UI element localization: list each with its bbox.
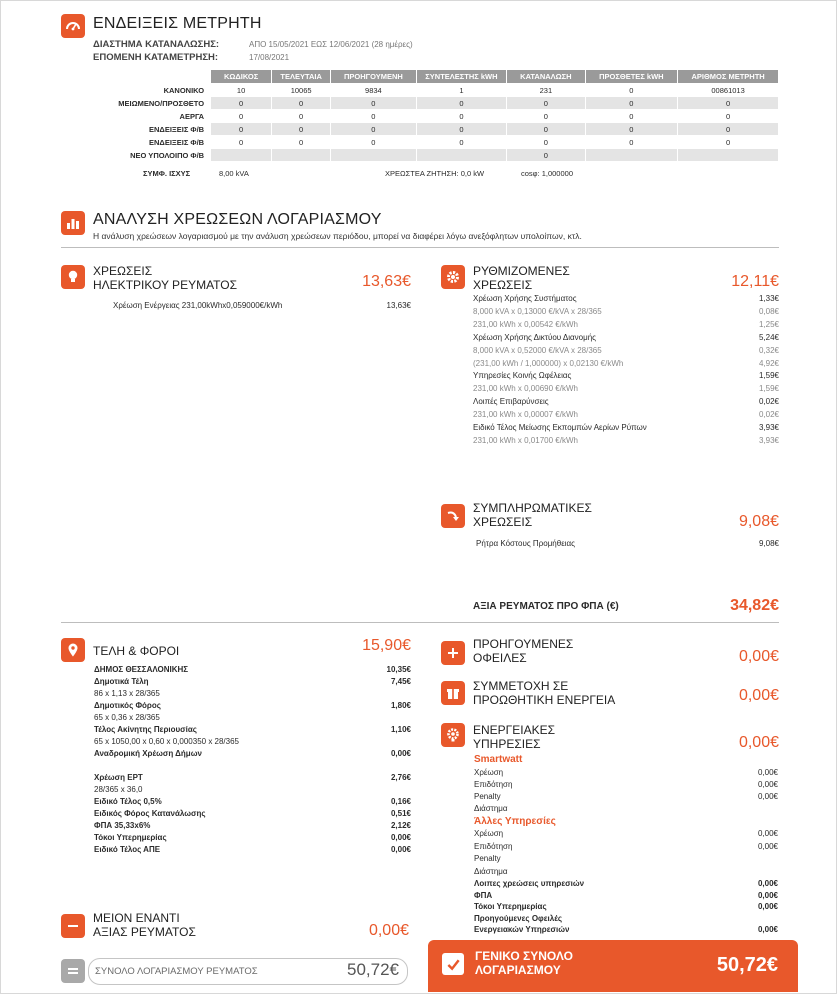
line-item-label: 65 x 1050,00 x 0,60 x 0,000350 x 28/365 [94,737,240,746]
line-item-label: ΦΠΑ [474,890,493,900]
line-item-value: 7,45€ [390,677,411,686]
line-item-label: ΦΠΑ 35,33x6% [94,821,151,830]
period-label: ΔΙΑΣΤΗΜΑ ΚΑΤΑΝΑΛΩΣΗΣ: [93,39,220,50]
line-item [474,914,778,923]
line-item-value: 0,02€ [758,410,779,420]
line-item-label: Χρέωση Χρήσης Συστήματος [473,294,577,303]
line-item-value: 0,00€ [757,780,778,789]
meter-cell: 0 [678,97,778,109]
meter-cell [678,149,778,161]
meter-cell: 0 [586,136,678,148]
line-item [473,294,779,303]
line-item-label: Ειδικό Τέλος Μείωσης Εκπομπών Αερίων Ρύπων [473,423,647,432]
line-item-value: 0,00€ [757,841,778,851]
line-item-label: Ειδικό Τέλος 0,5% [94,797,162,806]
equals-icon [61,959,85,983]
meter-cell: 0 [331,136,415,148]
meter-cell: 9834 [331,84,415,96]
line-item [474,804,778,813]
location-pin-icon [61,638,85,662]
line-item-value: 1,59€ [758,371,779,381]
regulated-title-2: ΧΡΕΩΣΕΙΣ [473,278,533,292]
meter-cell: 0 [586,123,678,135]
line-item [94,821,411,830]
pre-vat-value: 34,82€ [730,597,779,614]
previous-debts-amount: 0,00€ [738,648,779,665]
bar-chart-icon [61,211,85,235]
previous-debts-title-2: ΟΦΕΙΛΕΣ [473,651,527,665]
line-item-value: 0,00€ [757,890,778,900]
line-item [473,333,779,342]
meter-cell: 0 [331,110,415,122]
next-reading-value: 17/08/2021 [249,53,290,62]
line-item-value: 0,32€ [758,345,779,355]
line-item [474,829,778,838]
line-item-label: Αναδρομική Χρέωση Δήμων [94,749,202,758]
line-item-value: 0,00€ [390,749,411,758]
meter-row [92,84,778,96]
line-item-label: Επιδότηση [474,780,513,789]
line-item [94,785,411,794]
meter-cell: 1 [417,84,507,96]
line-item-value: 0,00€ [757,792,778,801]
meter-row [92,123,778,135]
line-item [94,749,411,758]
grand-total-value: 50,72€ [716,954,778,976]
supplementary-title-1: ΣΥΜΠΛΗΡΩΜΑΤΙΚΕΣ [473,501,592,515]
meter-cell: 0 [331,123,415,135]
power-value: 8,00 kVA [219,169,249,178]
line-item-label: Χρέωση ΕΡΤ [94,773,143,782]
line-item-value: 0,00€ [390,845,411,854]
line-item-value: 0,00€ [757,925,778,934]
priority-energy-amount: 0,00€ [738,687,779,704]
line-item-label: Χρέωση Χρήσης Δικτύου Διανομής [473,332,597,342]
taxes-amount: 15,90€ [362,637,411,654]
meter-row [92,136,778,148]
line-item [473,410,779,419]
electric-title-2: ΗΛΕΚΤΡΙΚΟΥ ΡΕΥΜΑΤΟΣ [93,278,238,292]
minus-icon [61,914,85,938]
gauge-icon [61,14,85,38]
line-item [474,780,778,789]
line-item-value: 0,02€ [758,397,779,407]
gear-bulb-icon [441,723,465,747]
line-item [473,384,779,393]
line-item [94,665,411,674]
line-item-label: 231,00 kWh x 0,00690 €/kWh [473,384,578,394]
line-item-value: 1,25€ [758,319,779,329]
line-item [473,359,779,368]
meter-header-cell: ΠΡΟΗΓΟΥΜΕΝΗ [331,70,415,83]
line-item-value: 0,00€ [757,879,778,888]
line-item [474,925,778,934]
line-item-value: 0,00€ [390,833,411,842]
line-item [94,701,411,710]
meter-header-cell: ΣΥΝΤΕΛΕΣΤΗΣ kWH [417,70,507,83]
regulated-title-1: ΡΥΘΜΙΖΟΜΕΝΕΣ [473,264,570,278]
line-item-value: 0,00€ [757,829,778,838]
meter-cell: 231 [507,84,584,96]
previous-debts-title-1: ΠΡΟΗΓΟΥΜΕΝΕΣ [473,637,574,651]
energy-services-title-2: ΥΠΗΡΕΣΙΕΣ [473,737,541,751]
line-item [473,346,779,355]
line-item-label: Τέλος Ακίνητης Περιουσίας [94,725,197,734]
gift-icon [441,681,465,705]
line-item-value: 1,10€ [390,725,411,734]
meter-row-label: ΕΝΔΕΙΞΕΙΣ Φ/Β [149,124,205,134]
line-item-label: 231,00 kWh x 0,00542 €/kWh [473,319,578,329]
meter-row-label: ΕΝΔΕΙΞΕΙΣ Φ/Β [149,137,205,147]
line-item [473,436,779,445]
line-item-value: 0,00€ [757,902,778,911]
other-services-title: Άλλες Υπηρεσίες [474,816,556,827]
supplementary-line: Ρήτρα Κόστους Προμήθειας 9,08€ [476,539,779,548]
meter-cell [331,149,415,161]
meter-cell [586,149,678,161]
meter-header-cell: ΚΩΔΙΚΟΣ [211,70,271,83]
meter-cell: 0 [211,110,271,122]
line-item [474,768,778,777]
meter-cell: 0 [272,110,330,122]
meter-cell: 0 [586,97,678,109]
meter-row-label: ΑΕΡΓΑ [179,111,205,121]
line-item [94,773,411,782]
energy-services-amount: 0,00€ [738,734,779,751]
analysis-title: ΑΝΑΛΥΣΗ ΧΡΕΩΣΕΩΝ ΛΟΓΑΡΙΑΣΜΟΥ [93,211,382,228]
line-item-label: Χρέωση [474,829,504,838]
deduction-amount: 0,00€ [368,922,409,939]
meter-header-cell: ΑΡΙΘΜΟΣ ΜΕΤΡΗΤΗ [678,70,778,83]
meter-cell: 0 [507,123,584,135]
priority-energy-title-1: ΣΥΜΜΕΤΟΧΗ ΣΕ [473,679,569,693]
supplementary-title-2: ΧΡΕΩΣΕΙΣ [473,515,533,529]
line-item-label: Λοιπές Επιβαρύνσεις [473,397,549,407]
meter-cell: 0 [507,110,584,122]
electric-title-1: ΧΡΕΩΣΕΙΣ [93,264,153,278]
line-item-label: Δημοτικός Φόρος [94,701,161,710]
line-item [94,725,411,734]
meter-row-label: ΜΕΙΩΜΕΝΟ/ΠΡΟΣΘΕΤΟ [118,98,205,108]
line-item [473,397,779,406]
priority-energy-title-2: ΠΡΟΩΘΗΤΙΚΗ ΕΝΕΡΓΕΙΑ [473,693,616,707]
line-item-label: (231,00 kWh / 1,000000) x 0,02130 €/kWh [473,358,624,368]
line-item-label: ΔΗΜΟΣ ΘΕΣΣΑΛΟΝΙΚΗΣ [94,665,189,674]
meter-cell: 0 [507,136,584,148]
meter-cell: 0 [417,123,507,135]
line-item [474,902,778,911]
meter-title: ΕΝΔΕΙΞΕΙΣ ΜΕΤΡΗΤΗ [93,15,262,32]
line-item [474,867,778,876]
meter-cell: 0 [678,136,778,148]
line-item-label: Τόκοι Υπερημερίας [474,902,547,911]
lightbulb-icon [61,265,85,289]
line-item [94,809,411,818]
line-item-value: 4,92€ [758,358,779,368]
plus-icon [441,641,465,665]
line-item [474,854,778,863]
line-item-label: 28/365 x 36,0 [94,785,143,794]
meter-cell: 0 [272,123,330,135]
line-item-label: Προηγούμενες Οφειλές [474,913,562,923]
line-item-label: Ειδικός Φόρος Κατανάλωσης [94,809,206,818]
power-label: ΣΥΜΦ. ΙΣΧΥΣ [143,169,191,178]
arrow-icon [441,504,465,528]
line-item-value: 2,76€ [390,773,411,782]
meter-cell [272,149,330,161]
line-item-label: Ειδικό Τέλος ΑΠΕ [94,845,161,854]
line-item [94,737,411,746]
line-item-label: Διάστημα [474,866,508,876]
line-item-label: Penalty [474,792,501,801]
line-item-label: 231,00 kWh x 0,01700 €/kWh [473,435,578,445]
line-item-label: 231,00 kWh x 0,00007 €/kWh [473,410,578,420]
line-item [474,792,778,801]
meter-cell: 0 [272,136,330,148]
energy-services-title-1: ΕΝΕΡΓΕΙΑΚΕΣ [473,723,556,737]
meter-cell: 0 [331,97,415,109]
meter-cell: 00861013 [678,84,778,96]
line-item [94,845,411,854]
line-item-label: Επιδότηση [474,841,513,851]
line-item-label: 65 x 0,36 x 28/365 [94,713,160,722]
subtotal-label: ΣΥΝΟΛΟ ΛΟΓΑΡΙΑΣΜΟΥ ΡΕΥΜΑΤΟΣ [95,966,258,977]
line-item-label: 8,000 kVA x 0,52000 €/kVA x 28/365 [473,345,602,355]
meter-row-label: ΚΑΝΟΝΙΚΟ [163,85,205,95]
line-item [94,713,411,722]
line-item-label: 86 x 1,13 x 28/365 [94,689,160,698]
meter-cell: 0 [678,123,778,135]
line-item [473,307,779,316]
pre-vat-label: ΑΞΙΑ ΡΕΥΜΑΤΟΣ ΠΡΟ ΦΠΑ (€) [473,601,619,612]
cos-text: cosφ: 1,000000 [521,169,573,178]
line-item [94,797,411,806]
meter-cell: 0 [417,97,507,109]
grand-total-title-2: ΛΟΓΑΡΙΑΣΜΟΥ [475,963,561,977]
subtotal-value: 50,72€ [347,960,399,979]
meter-cell: 0 [507,97,584,109]
meter-cell: 0 [417,110,507,122]
line-item-value: 5,24€ [758,332,779,342]
line-item-label: Λοιπες χρεώσεις υπηρεσιών [474,879,585,888]
electric-line: Χρέωση Ενέργειας 231,00kWhx0,059000€/kWh 13,63€ [113,301,411,310]
line-item [474,891,778,900]
grand-total-title-1: ΓΕΝΙΚΟ ΣΥΝΟΛΟ [475,949,573,963]
meter-cell: 0 [211,123,271,135]
demand-text: ΧΡΕΩΣΤΕΑ ΖΗΤΗΣΗ: 0,0 kW [385,169,485,178]
meter-cell: 0 [417,136,507,148]
meter-cell: 0 [211,136,271,148]
meter-row [92,110,778,122]
line-item [94,833,411,842]
line-item-label: Penalty [474,854,501,863]
line-item-label: Δημοτικά Τέλη [94,677,149,686]
line-item-value: 0,51€ [390,809,411,818]
line-item-label: Διάστημα [474,804,508,813]
line-item-label: Τόκοι Υπερημερίας [94,833,167,842]
line-item [473,371,779,380]
line-item-label: 8,000 kVA x 0,13000 €/kVA x 28/365 [473,306,602,316]
line-item [474,842,778,851]
line-item-value: 3,93€ [758,435,779,445]
supplementary-amount: 9,08€ [738,513,779,530]
meter-cell: 0 [211,97,271,109]
line-item-value: 1,59€ [758,384,779,394]
regulated-amount: 12,11€ [731,273,779,290]
electric-amount: 13,63€ [362,273,411,290]
meter-cell: 0 [272,97,330,109]
meter-header-cell: ΠΡΟΣΘΕΤΕΣ kWH [586,70,678,83]
line-item-label: Υπηρεσίες Κοινής Ωφέλειας [473,371,572,381]
line-item-value: 3,93€ [758,423,779,432]
divider [61,622,779,623]
line-item [474,879,778,888]
line-item-value: 1,33€ [758,294,779,303]
grand-total-box [428,940,798,992]
line-item-value: 0,00€ [757,768,778,777]
line-item-value: 2,12€ [390,821,411,830]
line-item [473,320,779,329]
line-item-label: Χρέωση [474,768,504,777]
meter-header-cell: ΚΑΤΑΝΑΛΩΣΗ [507,70,584,83]
line-item [94,689,411,698]
taxes-title: ΤΕΛΗ & ΦΟΡΟΙ [93,644,180,658]
line-item-value: 0,08€ [758,306,779,316]
meter-cell [211,149,271,161]
next-reading-label: ΕΠΟΜΕΝΗ ΚΑΤΑΜΕΤΡΗΣΗ: [93,52,219,63]
line-item [94,677,411,686]
meter-header-cell: ΤΕΛΕΥΤΑΙΑ [272,70,330,83]
meter-row [92,149,778,161]
gear-icon [441,265,465,289]
meter-cell: 0 [678,110,778,122]
check-icon [442,953,464,975]
line-item [473,423,779,432]
meter-row-label: ΝΕΟ ΥΠΟΛΟΙΠΟ Φ/Β [130,150,205,160]
meter-table [91,69,779,162]
meter-cell: 0 [586,110,678,122]
line-item-value: 10,35€ [386,665,411,674]
meter-row [92,97,778,109]
line-item-label: Ενεργειακών Υπηρεσιών [474,925,570,934]
meter-cell: 10 [211,84,271,96]
line-item-value: 1,80€ [390,701,411,710]
divider [61,247,779,248]
meter-cell: 10065 [272,84,330,96]
deduction-title-1: ΜΕΙΟΝ ΕΝΑΝΤΙ [93,911,180,925]
deduction-title-2: ΑΞΙΑΣ ΡΕΥΜΑΤΟΣ [93,925,196,939]
period-value: ΑΠΟ 15/05/2021 ΕΩΣ 12/06/2021 (28 ημέρες) [249,40,413,49]
meter-cell [417,149,507,161]
analysis-note: Η ανάλυση χρεώσεων λογαριασμού με την ανάλυση χρεώσεων περιόδου, μπορεί να διαφέρει λόγω ανεξόφλητων υπολοίπων, κτλ. [93,231,582,241]
meter-cell: 0 [507,149,584,161]
line-item-value: 0,16€ [390,797,411,806]
smartwatt-title: Smartwatt [474,754,523,765]
meter-cell: 0 [586,84,678,96]
